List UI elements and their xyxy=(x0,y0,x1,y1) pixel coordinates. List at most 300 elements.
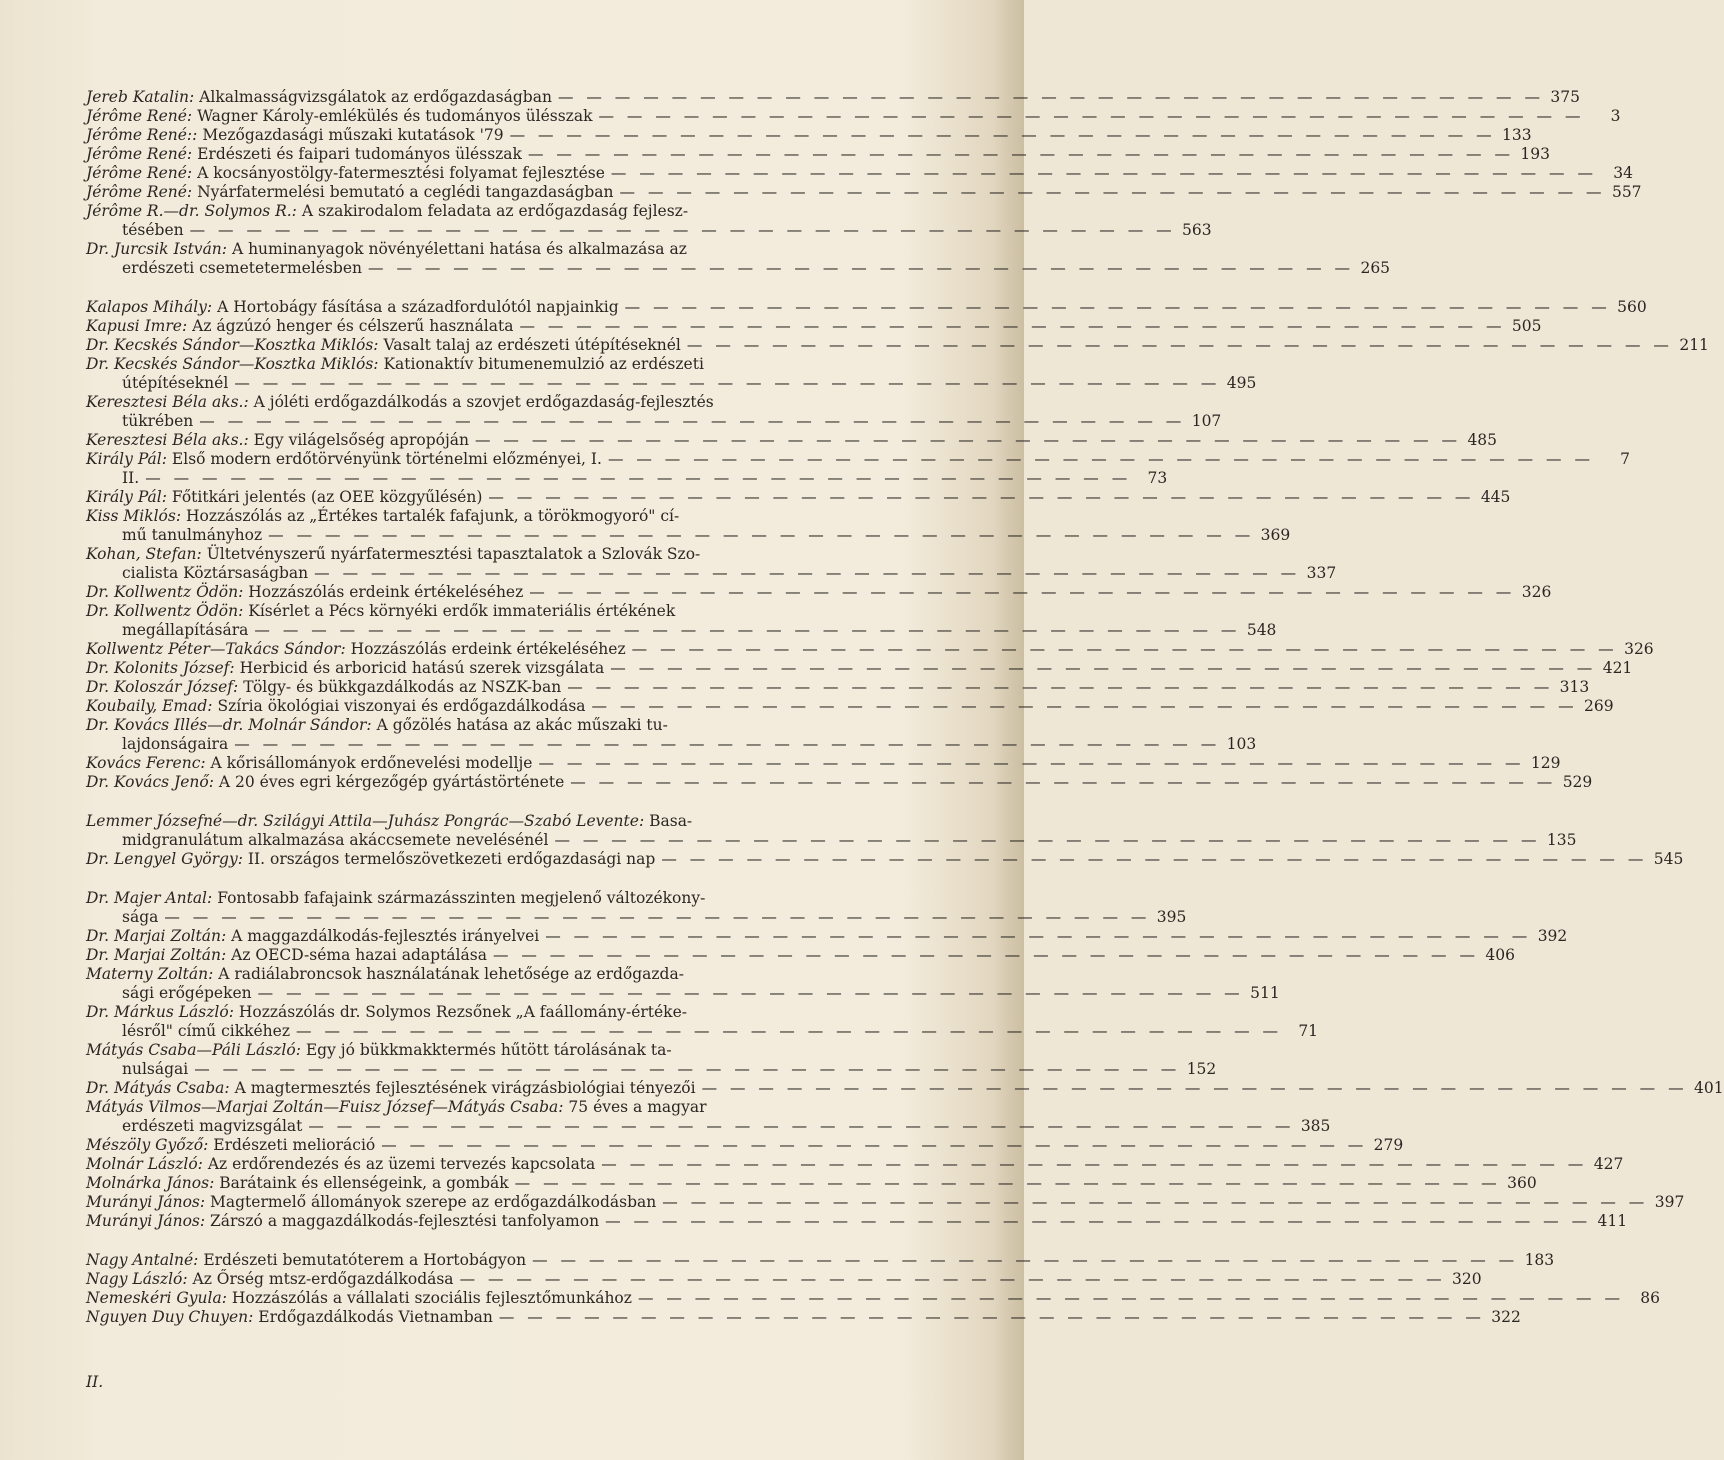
entry-author: Dr. Jurcsik István: xyxy=(86,240,228,258)
entry-title: A radiálabroncsok használatának lehetősége az erdőgazda- xyxy=(218,965,684,983)
entry-line xyxy=(86,88,1580,107)
entry-title: Alkalmasságvizsgálatok az erdőgazdaságban xyxy=(199,88,552,106)
entry-page-number: 545 xyxy=(1653,850,1684,868)
dash-leader xyxy=(570,773,1556,792)
entry-page-number: 485 xyxy=(1467,431,1498,449)
entry-text xyxy=(86,1174,509,1193)
dash-leader xyxy=(592,697,1578,716)
entry-continuation-line xyxy=(86,831,1577,850)
entry-author: Jérôme R.—dr. Solymos R.: xyxy=(86,202,297,220)
entry-line xyxy=(86,164,1633,183)
entry-text xyxy=(86,697,586,716)
entry-title: A szakirodalom feladata az erdőgazdaság fejlesz- xyxy=(301,202,689,220)
entry-page-number: 269 xyxy=(1583,697,1614,715)
index-entry xyxy=(86,812,1577,850)
index-entry xyxy=(86,431,1498,450)
index-entry xyxy=(86,317,1542,336)
dash-leader xyxy=(687,336,1673,355)
entry-author: Jérôme René: xyxy=(86,183,193,201)
index-entry xyxy=(86,507,1291,545)
entry-text xyxy=(86,336,681,355)
index-entry xyxy=(86,336,1709,355)
index-entry xyxy=(86,583,1552,602)
entry-page-number: 34 xyxy=(1613,164,1633,182)
entry-title: A gőzölés hatása az akác műszaki tu- xyxy=(376,716,668,734)
index-entry xyxy=(86,469,1168,488)
index-entry xyxy=(86,754,1561,773)
entry-page-number: 3 xyxy=(1610,107,1621,125)
entry-line xyxy=(86,946,1515,965)
entry-title: 75 éves a magyar xyxy=(568,1098,707,1116)
dash-leader xyxy=(554,831,1540,850)
entry-line xyxy=(86,773,1593,792)
index-entry xyxy=(86,1041,1217,1079)
entry-author: Keresztesi Béla aks.: xyxy=(86,393,249,411)
index-entry xyxy=(86,1136,1404,1155)
entry-page-number: 563 xyxy=(1182,221,1212,239)
dash-leader xyxy=(488,488,1474,507)
entry-text xyxy=(86,583,523,602)
entry-text xyxy=(86,145,522,164)
entry-page-number: 445 xyxy=(1480,488,1511,506)
entry-title: Zárszó a maggazdálkodás-fejlesztési tanfolyamon xyxy=(210,1212,600,1230)
entry-continuation-line xyxy=(86,1117,1331,1136)
index-entry xyxy=(86,678,1590,697)
entry-author: Dr. Mátyás Csaba: xyxy=(86,1079,230,1097)
entry-page-number: 392 xyxy=(1537,927,1568,945)
entry-line xyxy=(86,450,1630,469)
entry-title-continuation: midgranulátum alkalmazása akáccsemete nevelésénél xyxy=(122,831,549,849)
dash-leader xyxy=(529,583,1515,602)
entry-title: Tölgy- és bükkgazdálkodás az NSZK-ban xyxy=(243,678,562,696)
entry-author: Nagy László: xyxy=(86,1270,188,1288)
index-entry xyxy=(86,1079,1724,1098)
entry-text xyxy=(86,1079,696,1098)
entry-text xyxy=(86,678,561,697)
entry-title-continuation: lajdonságaira xyxy=(122,735,229,753)
entry-line xyxy=(86,469,1168,488)
index-entry xyxy=(86,298,1647,317)
entry-author: Dr. Márkus László: xyxy=(86,1003,234,1021)
page-edge-shadow xyxy=(994,0,1024,1460)
index-entry xyxy=(86,126,1532,145)
entry-line xyxy=(86,145,1550,164)
entry-title-continuation: megállapítására xyxy=(122,621,249,639)
entry-title: Egy világelsőség apropóján xyxy=(253,431,469,449)
dash-leader xyxy=(234,374,1220,393)
entry-page-number: 326 xyxy=(1624,640,1654,658)
index-entry xyxy=(86,659,1633,678)
index-entry xyxy=(86,640,1654,659)
entry-line xyxy=(86,850,1684,869)
entry-text xyxy=(122,469,139,488)
index-entry xyxy=(86,889,1187,927)
dash-leader xyxy=(258,984,1244,1003)
entry-title: Wagner Károly-emlékülés és tudományos ülésszak xyxy=(197,107,593,125)
dash-leader xyxy=(254,621,1240,640)
entry-first-line xyxy=(86,507,896,526)
entry-text xyxy=(86,298,619,317)
dash-leader xyxy=(368,259,1354,278)
entry-author: Nguyen Duy Chuyen: xyxy=(86,1308,254,1326)
entry-title-continuation: tükrében xyxy=(122,412,194,430)
entry-title: A magtermesztés fejlesztésének virágzásbiológiai tényezői xyxy=(234,1079,696,1097)
entry-author: Dr. Kovács Illés—dr. Molnár Sándor: xyxy=(86,716,372,734)
entry-continuation-line xyxy=(86,412,1222,431)
entry-title: A kőrisállományok erdőnevelési modellje xyxy=(210,754,533,772)
entry-page-number: 337 xyxy=(1306,564,1337,582)
entry-continuation-line xyxy=(86,374,1257,393)
entry-author: Kollwentz Péter—Takács Sándor: xyxy=(86,640,346,658)
dash-leader xyxy=(296,1022,1282,1041)
entry-author: Nemeskéri Gyula: xyxy=(86,1289,227,1307)
entry-line xyxy=(86,697,1614,716)
entry-author: Jérôme René: xyxy=(86,145,193,163)
entry-title: A kocsányostölgy-fatermesztési folyamat fejlesztése xyxy=(197,164,605,182)
entry-first-line xyxy=(86,545,896,564)
entry-line xyxy=(86,678,1590,697)
dash-leader xyxy=(460,1270,1446,1289)
entry-page-number: 385 xyxy=(1300,1117,1331,1135)
entry-page-number: 401 xyxy=(1694,1079,1724,1097)
entry-text xyxy=(86,1155,595,1174)
author-index xyxy=(86,88,1724,1347)
entry-title: A 20 éves egri kérgezőgép gyártástörténete xyxy=(218,773,565,791)
entry-line xyxy=(86,298,1647,317)
entry-page-number: 421 xyxy=(1602,659,1633,677)
entry-author: Dr. Kovács Jenő: xyxy=(86,773,214,791)
entry-page-number: 548 xyxy=(1246,621,1277,639)
entry-author: Jérôme René: xyxy=(86,164,193,182)
dash-leader xyxy=(608,450,1594,469)
entry-continuation-line xyxy=(86,735,1257,754)
entry-title-continuation: útépítéseknél xyxy=(122,374,229,392)
dash-leader xyxy=(515,1174,1501,1193)
entry-author: Jérôme René:: xyxy=(86,126,198,144)
entry-author: Dr. Kollwentz Ödön: xyxy=(86,583,244,601)
entry-title: Fontosabb fafajaink származásszinten megjelenő változékony- xyxy=(217,889,706,907)
entry-text xyxy=(86,659,604,678)
entry-page-number: 265 xyxy=(1360,259,1391,277)
entry-first-line xyxy=(86,965,896,984)
entry-author: Dr. Koloszár József: xyxy=(86,678,239,696)
entry-continuation-line xyxy=(86,526,1291,545)
index-entry xyxy=(86,1193,1685,1212)
dash-leader xyxy=(199,412,1185,431)
entry-page-number: 107 xyxy=(1191,412,1222,430)
entry-author: Molnár László: xyxy=(86,1155,203,1173)
dash-leader xyxy=(620,183,1606,202)
index-entry xyxy=(86,450,1630,469)
dash-leader xyxy=(475,431,1461,450)
entry-page-number: 560 xyxy=(1617,298,1647,316)
index-entry xyxy=(86,1270,1482,1289)
entry-page-number: 193 xyxy=(1520,145,1550,163)
entry-first-line xyxy=(86,355,896,374)
dash-leader xyxy=(314,564,1300,583)
entry-author: Király Pál: xyxy=(86,450,167,468)
entry-first-line xyxy=(86,393,896,412)
dash-leader xyxy=(598,107,1584,126)
index-entry xyxy=(86,488,1511,507)
index-entry xyxy=(86,240,1391,278)
entry-title-continuation: sági erőgépeken xyxy=(122,984,252,1002)
entry-title: Kísérlet a Pécs környéki erdők immateriális értékének xyxy=(248,602,676,620)
entry-line xyxy=(86,317,1542,336)
entry-page-number: 406 xyxy=(1485,946,1515,964)
entry-text xyxy=(86,927,539,946)
index-entry xyxy=(86,88,1580,107)
entry-page-number: 313 xyxy=(1559,678,1590,696)
dash-leader xyxy=(234,735,1220,754)
entry-line xyxy=(86,107,1621,126)
entry-page-number: 511 xyxy=(1250,984,1280,1002)
index-entry xyxy=(86,107,1621,126)
entry-author: Nagy Antalné: xyxy=(86,1251,199,1269)
entry-title-continuation: lésről" című cikkéhez xyxy=(122,1022,291,1040)
dash-leader xyxy=(610,659,1596,678)
entry-author: Dr. Marjai Zoltán: xyxy=(86,946,227,964)
entry-continuation-line xyxy=(86,221,1212,240)
entry-page-number: 71 xyxy=(1298,1022,1319,1040)
entry-title: Az ágzúzó henger és célszerű használata xyxy=(192,317,514,335)
entry-title-continuation: mű tanulmányhoz xyxy=(122,526,263,544)
entry-title: Hozzászólás dr. Solymos Rezsőnek „A faállomány-értéke- xyxy=(238,1003,687,1021)
entry-title: Ültetvényszerű nyárfatermesztési tapasztalatok a Szlovák Szo- xyxy=(206,545,701,563)
entry-title: Az OECD-séma hazai adaptálása xyxy=(231,946,487,964)
index-entry xyxy=(86,164,1633,183)
entry-continuation-line xyxy=(86,1060,1217,1079)
dash-leader xyxy=(632,640,1618,659)
index-entry xyxy=(86,1155,1624,1174)
entry-author: Kovács Ferenc: xyxy=(86,754,206,772)
index-entry xyxy=(86,716,1257,754)
entry-page-number: 73 xyxy=(1147,469,1168,487)
entry-title: II. xyxy=(122,469,140,487)
index-entry xyxy=(86,393,1222,431)
entry-author: Mészöly Győző: xyxy=(86,1136,209,1154)
index-entry xyxy=(86,602,1277,640)
entry-line xyxy=(86,754,1561,773)
index-entry xyxy=(86,850,1684,869)
entry-line xyxy=(86,1174,1537,1193)
entry-text xyxy=(86,450,602,469)
entry-title: Hozzászólás erdeink értékeléséhez xyxy=(350,640,626,658)
entry-title-continuation: tésében xyxy=(122,221,184,239)
entry-first-line xyxy=(86,812,896,831)
dash-leader xyxy=(545,927,1531,946)
entry-author: Dr. Kecskés Sándor—Kosztka Miklós: xyxy=(86,336,379,354)
entry-title: Főtitkári jelentés (az OEE közgyűlésén) xyxy=(171,488,483,506)
entry-author: Király Pál: xyxy=(86,488,167,506)
entry-title-continuation: erdészeti magvizsgálat xyxy=(122,1117,303,1135)
entry-page-number: 375 xyxy=(1550,88,1580,106)
entry-page-number: 529 xyxy=(1562,773,1593,791)
entry-author: Mátyás Csaba—Páli László: xyxy=(86,1041,301,1059)
entry-title: Hozzászólás erdeink értékeléséhez xyxy=(248,583,524,601)
dash-leader xyxy=(702,1079,1688,1098)
entry-text xyxy=(86,850,655,869)
index-entry xyxy=(86,697,1614,716)
entry-line xyxy=(86,1270,1482,1289)
entry-page-number: 183 xyxy=(1524,1251,1555,1269)
entry-author: Murányi János: xyxy=(86,1212,206,1230)
entry-title-continuation: erdészeti csemetetermelésben xyxy=(122,259,363,277)
entry-line xyxy=(86,659,1633,678)
entry-author: Dr. Kollwentz Ödön: xyxy=(86,602,244,620)
entry-author: Dr. Kolonits József: xyxy=(86,659,235,677)
entry-line xyxy=(86,1289,1660,1308)
entry-title: II. országos termelőszövetkezeti erdőgazdasági nap xyxy=(247,850,656,868)
entry-page-number: 279 xyxy=(1373,1136,1404,1154)
entry-title: Erdészeti melioráció xyxy=(213,1136,376,1154)
index-group xyxy=(86,298,1709,792)
entry-title: A maggazdálkodás-fejlesztés irányelvei xyxy=(231,927,540,945)
entry-continuation-line xyxy=(86,621,1277,640)
dash-leader xyxy=(499,1308,1485,1327)
index-entry xyxy=(86,183,1642,202)
dash-leader xyxy=(194,1060,1180,1079)
entry-author: Kalapos Mihály: xyxy=(86,298,213,316)
entry-line xyxy=(86,1308,1521,1327)
entry-title: Egy jó bükkmakktermés hűtött tárolásának ta- xyxy=(305,1041,672,1059)
entry-title: Mezőgazdasági műszaki kutatások '79 xyxy=(202,126,504,144)
entry-title: Hozzászólás az „Értékes tartalék fafajunk, a törökmogyoró" cí- xyxy=(186,507,680,525)
dash-leader xyxy=(528,145,1514,164)
entry-line xyxy=(86,488,1511,507)
entry-text xyxy=(86,1136,375,1155)
entry-first-line xyxy=(86,1003,896,1022)
entry-text xyxy=(86,107,592,126)
entry-line xyxy=(86,640,1654,659)
dash-leader xyxy=(611,164,1597,183)
index-entry xyxy=(86,1098,1331,1136)
index-entry xyxy=(86,355,1257,393)
index-entry xyxy=(86,1003,1319,1041)
entry-text xyxy=(86,1270,454,1289)
index-entry xyxy=(86,965,1280,1003)
entry-text xyxy=(86,773,564,792)
entry-title-continuation: nulságai xyxy=(122,1060,189,1078)
entry-title: Erdőgazdálkodás Vietnamban xyxy=(258,1308,493,1326)
entry-page-number: 86 xyxy=(1640,1289,1660,1307)
entry-title: Magtermelő állományok szerepe az erdőgazdálkodásban xyxy=(210,1193,657,1211)
dash-leader xyxy=(381,1136,1367,1155)
entry-text xyxy=(86,1308,493,1327)
entry-title-continuation: cialista Köztársaságban xyxy=(122,564,309,582)
index-entry xyxy=(86,1251,1555,1270)
entry-line xyxy=(86,1079,1724,1098)
entry-page-number: 505 xyxy=(1511,317,1542,335)
entry-title: Szíria ökológiai viszonyai és erdőgazdálkodása xyxy=(217,697,586,715)
entry-text xyxy=(86,431,469,450)
entry-page-number: 395 xyxy=(1156,908,1187,926)
entry-page-number: 103 xyxy=(1226,735,1257,753)
entry-line xyxy=(86,336,1709,355)
entry-text xyxy=(86,1251,526,1270)
entry-title: A jóléti erdőgazdálkodás a szovjet erdőgazdaság-fejlesztés xyxy=(253,393,714,411)
entry-continuation-line xyxy=(86,908,1187,927)
entry-page-number: 427 xyxy=(1593,1155,1624,1173)
index-entry xyxy=(86,1289,1660,1308)
dash-leader xyxy=(661,850,1647,869)
entry-line xyxy=(86,1136,1404,1155)
index-entry xyxy=(86,946,1515,965)
entry-author: Molnárka János: xyxy=(86,1174,215,1192)
dash-leader xyxy=(558,88,1544,107)
entry-text xyxy=(86,1193,656,1212)
index-entry xyxy=(86,145,1550,164)
entry-title: Basa- xyxy=(649,812,693,830)
entry-text xyxy=(86,88,552,107)
entry-first-line xyxy=(86,602,896,621)
entry-author: Mátyás Vilmos—Marjai Zoltán—Fuisz József—Mátyás Csaba: xyxy=(86,1098,564,1116)
entry-line xyxy=(86,583,1552,602)
entry-continuation-line xyxy=(86,984,1280,1003)
index-entry xyxy=(86,545,1337,583)
entry-first-line xyxy=(86,716,896,735)
index-entry xyxy=(86,202,1212,240)
entry-page-number: 322 xyxy=(1491,1308,1521,1326)
entry-author: Lemmer Józsefné—dr. Szilágyi Attila—Juhász Pongrác—Szabó Levente: xyxy=(86,812,645,830)
entry-author: Kiss Miklós: xyxy=(86,507,182,525)
entry-line xyxy=(86,1155,1624,1174)
entry-author: Koubaily, Emad: xyxy=(86,697,213,715)
entry-author: Dr. Majer Antal: xyxy=(86,889,213,907)
entry-page-number: 152 xyxy=(1186,1060,1217,1078)
entry-first-line xyxy=(86,202,896,221)
dash-leader xyxy=(625,298,1611,317)
entry-title: Barátaink és ellenségeink, a gombák xyxy=(219,1174,509,1192)
entry-author: Materny Zoltán: xyxy=(86,965,214,983)
entry-line xyxy=(86,1212,1628,1231)
entry-page-number: 133 xyxy=(1502,126,1532,144)
index-group xyxy=(86,889,1724,1231)
entry-title: Kationaktív bitumenemulzió az erdészeti xyxy=(383,355,704,373)
entry-title: A huminanyagok növényélettani hatása és alkalmazása az xyxy=(231,240,687,258)
dash-leader xyxy=(532,1251,1518,1270)
entry-text xyxy=(86,946,487,965)
entry-text xyxy=(86,183,614,202)
dash-leader xyxy=(510,126,1496,145)
entry-page-number: 411 xyxy=(1597,1212,1628,1230)
entry-page-number: 211 xyxy=(1679,336,1709,354)
index-entry xyxy=(86,773,1593,792)
entry-line xyxy=(86,126,1532,145)
dash-leader xyxy=(190,221,1176,240)
entry-title: Vasalt talaj az erdészeti útépítéseknél xyxy=(383,336,681,354)
entry-line xyxy=(86,927,1568,946)
entry-title: A Hortobágy fásítása a századfordulótól napjainkig xyxy=(217,298,619,316)
index-entry xyxy=(86,927,1568,946)
index-group xyxy=(86,88,1642,278)
dash-leader xyxy=(145,469,1131,488)
entry-title: Az erdőrendezés és az üzemi tervezés kapcsolata xyxy=(207,1155,596,1173)
entry-text xyxy=(86,1212,599,1231)
entry-title: Első modern erdőtörvényünk történelmi előzményei, I. xyxy=(171,450,602,468)
entry-page-number: 320 xyxy=(1452,1270,1482,1288)
entry-author: Keresztesi Béla aks.: xyxy=(86,431,249,449)
entry-page-number: 495 xyxy=(1226,374,1257,392)
entry-line xyxy=(86,183,1642,202)
entry-line xyxy=(86,1193,1685,1212)
index-group xyxy=(86,812,1684,869)
entry-page-number: 397 xyxy=(1654,1193,1685,1211)
entry-continuation-line xyxy=(86,1022,1319,1041)
entry-author: Kohan, Stefan: xyxy=(86,545,202,563)
entry-page-number: 7 xyxy=(1620,450,1630,468)
entry-first-line xyxy=(86,889,896,908)
